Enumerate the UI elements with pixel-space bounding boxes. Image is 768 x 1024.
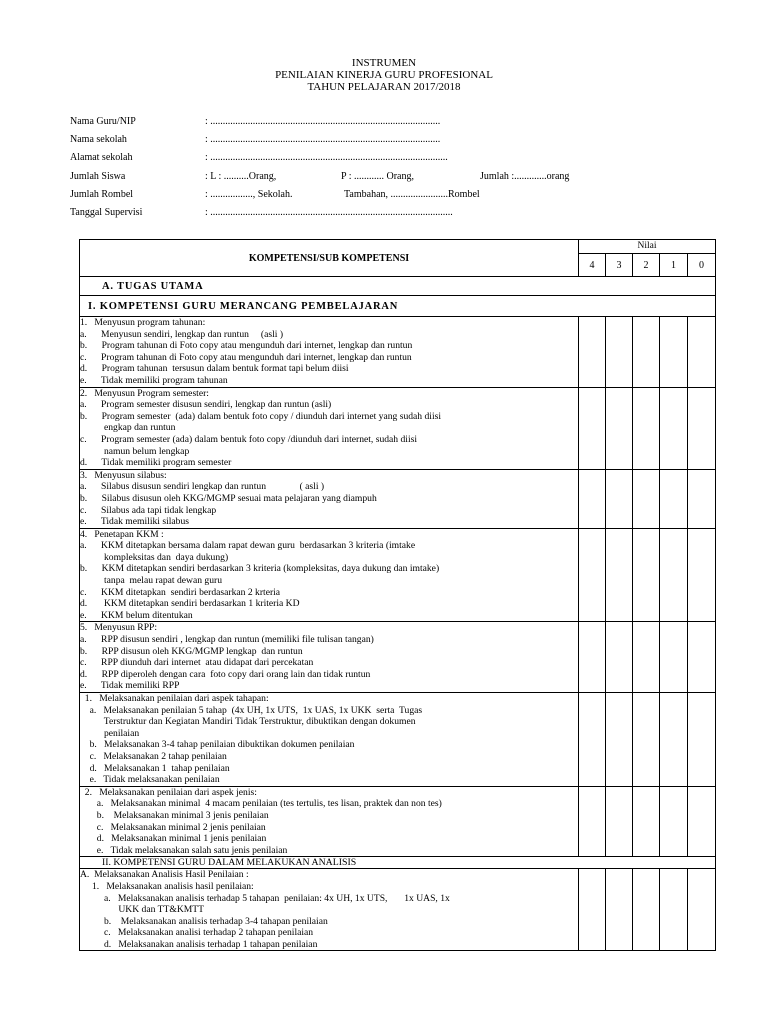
score-cell[interactable] <box>660 528 688 622</box>
nama-sekolah-field: : ............................................................................................ <box>205 134 441 146</box>
score-cell[interactable] <box>579 317 606 388</box>
nama-guru-field: : ............................................................................................ <box>205 116 441 127</box>
score-cell[interactable] <box>633 786 660 857</box>
score-cell[interactable] <box>606 693 633 787</box>
item-line: e. KKM belum ditentukan <box>80 609 193 621</box>
item-line: tanpa melau rapat dewan guru <box>80 575 222 587</box>
item-line: UKK dan TT&KMTT <box>80 904 204 916</box>
score-cell[interactable] <box>688 693 716 787</box>
item-group-kkm <box>80 528 579 622</box>
item-line: b. Melaksanakan 3-4 tahap penilaian dibuktikan dokumen penilaian <box>80 739 355 751</box>
nilai-header: Nilai <box>579 240 716 254</box>
score-cell[interactable] <box>579 622 606 693</box>
item-line: a. KKM ditetapkan bersama dalam rapat dewan guru berdasarkan 3 kriteria (imtake <box>80 540 416 552</box>
score-cell[interactable] <box>579 387 606 469</box>
score-cell[interactable] <box>660 693 688 787</box>
score-header-2: 2 <box>633 254 660 277</box>
item-group-program-semester <box>80 387 579 469</box>
item-line: e. Tidak memiliki RPP <box>80 680 180 692</box>
score-cell[interactable] <box>633 469 660 528</box>
item-line: c. Program semester (ada) dalam bentuk foto copy /diunduh dari internet, sudah diisi <box>80 433 418 445</box>
score-cell[interactable] <box>660 786 688 857</box>
item-group-program-tahunan <box>80 317 579 388</box>
item-line: 2. Menyusun Program semester: <box>80 387 209 399</box>
score-cell[interactable] <box>606 869 633 951</box>
score-cell[interactable] <box>660 317 688 388</box>
score-cell[interactable] <box>606 786 633 857</box>
item-group-penilaian-jenis <box>80 786 579 857</box>
item-line: a. RPP disusun sendiri , lengkap dan runtun (memiliki file tulisan tangan) <box>80 634 374 646</box>
siswa-laki-field: : L : ..........Orang, <box>205 170 277 182</box>
score-cell[interactable] <box>633 869 660 951</box>
item-line: b. RPP disusun oleh KKG/MGMP lengkap dan runtun <box>80 645 303 657</box>
siswa-total-field: Jumlah :.............orang <box>480 170 570 182</box>
score-cell[interactable] <box>633 317 660 388</box>
jumlah-siswa-label: Jumlah Siswa <box>70 170 126 182</box>
score-cell[interactable] <box>606 469 633 528</box>
item-line: kompleksitas dan daya dukung) <box>80 551 229 563</box>
item-line: b. Program semester (ada) dalam bentuk foto copy / diunduh dari internet yang sudah diisi <box>80 410 442 422</box>
assessment-table <box>79 239 716 951</box>
item-line: a. Melaksanakan minimal 4 macam penilaian (tes tertulis, tes lisan, praktek dan non tes) <box>80 798 442 810</box>
score-header-4: 4 <box>579 254 606 277</box>
score-cell[interactable] <box>688 317 716 388</box>
item-line: c. Program tahunan di Foto copy atau mengunduh dari internet, lengkap dan runtun <box>80 351 412 363</box>
item-line: b. Melaksanakan minimal 3 jenis penilaian <box>80 809 269 821</box>
item-line: d. Melaksanakan minimal 1 jenis penilaian <box>80 833 267 845</box>
score-cell[interactable] <box>688 469 716 528</box>
item-line: e. Tidak memiliki silabus <box>80 516 190 528</box>
item-line: b. Program tahunan di Foto copy atau mengunduh dari internet, lengkap dan runtun <box>80 340 413 352</box>
item-line: 1. Menyusun program tahunan: <box>80 317 206 328</box>
score-cell[interactable] <box>633 622 660 693</box>
item-line: a. Melaksanakan analisis terhadap 5 tahapan penilaian: 4x UH, 1x UTS, 1x UAS, 1x <box>80 892 450 904</box>
item-line: c. Melaksanakan 2 tahap penilaian <box>80 750 227 762</box>
score-cell[interactable] <box>606 317 633 388</box>
item-line: d. Program tahunan tersusun dalam bentuk format tapi belum diisi <box>80 363 349 375</box>
score-cell[interactable] <box>688 786 716 857</box>
alamat-field: : ............................................................................................... <box>205 152 448 164</box>
item-line: c. Melaksanakan minimal 2 jenis penilaian <box>80 821 266 833</box>
score-cell[interactable] <box>579 469 606 528</box>
item-line: a. Program semester disusun sendiri, lengkap dan runtun (asli) <box>80 399 332 411</box>
item-line: d. Melaksanakan 1 tahap penilaian <box>80 762 230 774</box>
section-merancang-pembelajaran: I. KOMPETENSI GURU MERANCANG PEMBELAJARAN <box>80 296 716 317</box>
item-line: 1. Melaksanakan penilaian dari aspek tahapan: <box>80 693 269 704</box>
nama-sekolah-label: Nama sekolah <box>70 134 127 146</box>
alamat-label: Alamat sekolah <box>70 152 133 164</box>
score-header-3: 3 <box>606 254 633 277</box>
tanggal-supervisi-field: : ................................................................................................. <box>205 206 453 218</box>
nama-guru-label: Nama Guru/NIP <box>70 116 136 127</box>
item-line: e. Tidak memiliki program tahunan <box>80 374 228 386</box>
item-line: a. Menyusun sendiri, lengkap dan runtun (asli ) <box>80 328 284 340</box>
item-group-rpp <box>80 622 579 693</box>
score-cell[interactable] <box>688 528 716 622</box>
item-line: e. Tidak melaksanakan salah satu jenis penilaian <box>80 844 288 856</box>
title-line-2: PENILAIAN KINERJA GURU PROFESIONAL <box>275 69 493 81</box>
title-line-3: TAHUN PELAJARAN 2017/2018 <box>307 81 461 93</box>
siswa-perempuan-field: P : ............ Orang, <box>341 170 414 182</box>
score-cell[interactable] <box>579 693 606 787</box>
item-group-silabus <box>80 469 579 528</box>
item-line: b. Melaksanakan analisis terhadap 3-4 tahapan penilaian <box>80 915 328 927</box>
item-line: d. RPP diperoleh dengan cara foto copy dari orang lain dan tidak runtun <box>80 668 371 680</box>
competency-header: KOMPETENSI/SUB KOMPETENSI <box>80 240 579 277</box>
item-line: c. Melaksanakan analisi terhadap 2 tahapan penilaian <box>80 927 314 939</box>
score-cell[interactable] <box>688 622 716 693</box>
item-line: b. KKM ditetapkan sendiri berdasarkan 3 kriteria (kompleksitas, daya dukung dan imtake) <box>80 563 440 575</box>
score-cell[interactable] <box>633 528 660 622</box>
item-line: 4. Penetapan KKM : <box>80 528 164 540</box>
score-cell[interactable] <box>633 693 660 787</box>
item-line: a. Silabus disusun sendiri lengkap dan runtun ( asli ) <box>80 481 325 493</box>
score-cell[interactable] <box>660 387 688 469</box>
item-line: d. Tidak memiliki program semester <box>80 457 232 469</box>
item-line: c. RPP diunduh dari internet atau didapat dari percekatan <box>80 657 314 669</box>
score-cell[interactable] <box>660 869 688 951</box>
item-line: c. KKM ditetapkan sendiri berdasarkan 2 krteria <box>80 586 281 598</box>
item-line: 1. Melaksanakan analisis hasil penilaian: <box>80 880 254 892</box>
item-group-penilaian-tahapan <box>80 693 579 787</box>
item-line: b. Silabus disusun oleh KKG/MGMP sesuai mata pelajaran yang diampuh <box>80 492 377 504</box>
score-cell[interactable] <box>688 387 716 469</box>
score-cell[interactable] <box>660 622 688 693</box>
item-line: 3. Menyusun silabus: <box>80 469 167 481</box>
section-melakukan-analisis: II. KOMPETENSI GURU DALAM MELAKUKAN ANALISIS <box>80 857 716 869</box>
score-cell[interactable] <box>579 528 606 622</box>
score-cell[interactable] <box>579 869 606 951</box>
item-line: Terstruktur dan Kegiatan Mandiri Tidak Terstruktur, dibuktikan dengan dokumen <box>80 716 416 728</box>
item-line: c. Silabus ada tapi tidak lengkap <box>80 504 217 516</box>
item-line: engkap dan runtun <box>80 422 176 434</box>
item-group-analisis-hasil <box>80 869 579 951</box>
score-cell[interactable] <box>688 869 716 951</box>
score-cell[interactable] <box>660 469 688 528</box>
item-line: 5. Menyusun RPP: <box>80 622 158 634</box>
score-cell[interactable] <box>633 387 660 469</box>
rombel-tambahan-field: Tambahan, .......................Rombel <box>344 188 480 200</box>
jumlah-rombel-label: Jumlah Rombel <box>70 188 134 200</box>
title-line-1: INSTRUMEN <box>351 57 417 69</box>
item-line: e. Tidak melaksanakan penilaian <box>80 774 220 786</box>
document-title <box>0 57 768 93</box>
item-line: a. Melaksanakan penilaian 5 tahap (4x UH, 1x UTS, 1x UAS, 1x UKK serta Tugas <box>80 704 423 716</box>
item-line: penilaian <box>80 727 140 739</box>
rombel-sekolah-field: : ................., Sekolah. <box>205 188 293 200</box>
score-cell[interactable] <box>606 387 633 469</box>
item-line: 2. Melaksanakan penilaian dari aspek jenis: <box>80 786 257 798</box>
item-line: d. Melaksanakan analisis terhadap 1 tahapan penilaian <box>80 938 318 950</box>
item-line: A. Melaksanakan Analisis Hasil Penilaian : <box>80 869 249 881</box>
section-tugas-utama: A. TUGAS UTAMA <box>80 277 716 296</box>
score-header-1: 1 <box>660 254 688 277</box>
tanggal-supervisi-label: Tanggal Supervisi <box>70 206 143 218</box>
score-cell[interactable] <box>579 786 606 857</box>
item-line: d. KKM ditetapkan sendiri berdasarkan 1 kriteria KD <box>80 598 300 610</box>
score-cell[interactable] <box>606 528 633 622</box>
item-line: namun belum lengkap <box>80 445 190 457</box>
score-cell[interactable] <box>606 622 633 693</box>
score-header-0: 0 <box>688 254 716 277</box>
